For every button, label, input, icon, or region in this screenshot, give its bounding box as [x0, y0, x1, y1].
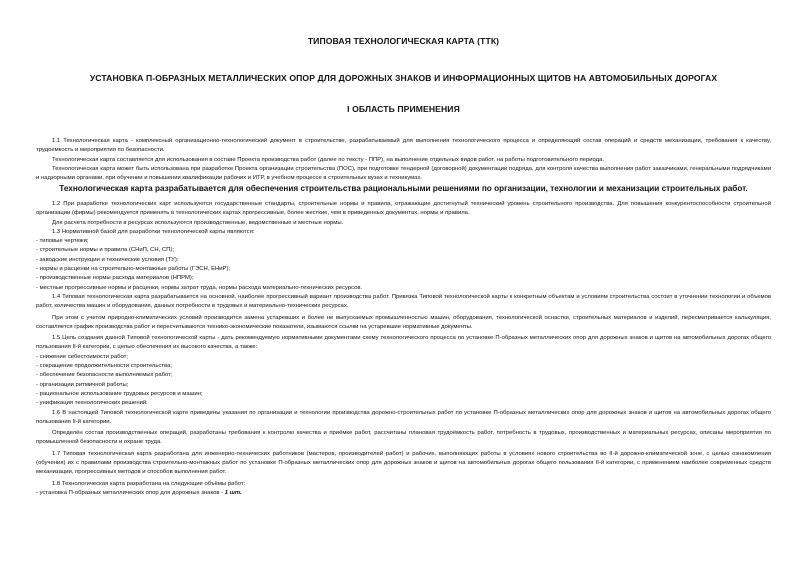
- paragraph-1-1: 1.1 Технологическая карта - комплексный организационно-технологический документ в строительстве, разрабатываемый для выполнения технологического процесса и определяющий состав операций и средств механизации, требования к качеству, трудоемкость и мероприятия по безопасности.: [36, 138, 771, 154]
- paragraph-1-2b: Для расчета потребности в ресурсах используются производственные, ведомственные и местные нормы.: [52, 219, 344, 226]
- list-item: - строительные нормы и правила (СНиП, СН, СП);: [36, 247, 175, 254]
- list-item: - обеспечение безопасности выполняемых работ;: [36, 372, 173, 379]
- paragraph-1-4b: При этом с учетом природно-климатических условий производится замена устаревших и более не выпускаемых промышленностью машин, оборудования, технологической оснастки, строительных материалов и изделий, пересматривается калькуляция, составляется график производства работ и пересчитываются технико-экономические показатели, изымаются ссылки на устаревшие нормативные документы.: [36, 314, 771, 330]
- paragraph-1-2: 1.2 При разработке технологических карт используются государственные стандарты, строительные нормы и правила, отражающие достигнутый технический уровень строительного производства. Для повышения конкурентоспособности строительной организации (фирмы) рекомендуется применять в технологических картах прогрессивные, более жесткие, чем в приведенных документах, нормы и правила.: [36, 200, 771, 217]
- list-item: - рациональное использование трудовых ресурсов и машин;: [36, 390, 203, 397]
- paragraph-1-1c: Технологическая карта может быть использована при разработке Проекта организации строительства (ПОС), при подготовке тендерной (договорной) документации подряда, для контроля качества выполнения работ заказчиками, генеральными подрядчиками и надзорными органами, при обучении и повышении квалификации рабочих и ИТР, в учебном процессе в строительных вузах и техникумах.: [36, 165, 771, 182]
- paragraph-1-4: 1.4 Типовая технологическая карта разрабатывается на основной, наиболее прогрессивный вариант производства работ. Привязка Типовой технологической карты к конкретным объектам и условиям строительства состоит в уточнении технологии и объемов работ, количества машин и оборудования, данных потребности в трудовых и материально-технических ресурсах.: [36, 293, 771, 310]
- paragraph-1-6: 1.6 В настоящей Типовой технологической карте приведены указания по организации и технологии производства дорожно-строительных работ по установке П-образных металлических опор для дорожных знаков и щитов на автомобильных дорогах общего пользования II-й категории.: [36, 409, 771, 425]
- volume-item: [36, 489, 771, 498]
- paragraph-1-7: 1.7 Типовая технологическая карта разработана для инженерно-технических работников (мастеров, производителей работ) и рабочих, выполняющих работы в условиях нового строительства во II-й дорожно-климатической зоне, с целью ознакомления (обучения) их с правилами производства строительно-монтажных работ по установке П-образных металлических опор для дорожных знаков и щитов на автомобильных дорогах общего пользования II-й категории, с применением наиболее современных средств механизации, прогрессивных методов и способов выполнения работ.: [36, 450, 771, 476]
- paragraph-1-1b: Технологическая карта составляется для использования в составе Проекта производства работ (далее по тексту - ППР), на выполнение отдельных видов работ, на работы подготовительного периода.: [52, 156, 605, 163]
- document-subtitle: УСТАНОВКА П-ОБРАЗНЫХ МЕТАЛЛИЧЕСКИХ ОПОР ДЛЯ ДОРОЖНЫХ ЗНАКОВ И ИНФОРМАЦИОННЫХ ЩИТОВ НА АВТОМОБИЛЬНЫХ ДОРОГАХ: [89, 73, 718, 83]
- paragraph-1-5: 1.5 Цель создания данной Типовой технологической карты - дать рекомендуемую нормативными документами схему технологического процесса по установке П-образных металлических опор для дорожных знаков и щитов на автомобильных дорогах общего пользования II-й категории, с целью обеспечения их высокого качества, а также:: [36, 335, 771, 351]
- document-title: ТИПОВАЯ ТЕХНОЛОГИЧЕСКАЯ КАРТА (ТТК): [307, 36, 500, 46]
- list-item: - производственные нормы расхода материалов (НПРМ);: [36, 275, 194, 282]
- list-item: - заводские инструкции и технические условия (ТУ);: [36, 256, 179, 263]
- volume-item-value: 1 шт.: [224, 489, 242, 496]
- section-heading: I ОБЛАСТЬ ПРИМЕНЕНИЯ: [347, 104, 460, 114]
- list-item: - организации ритмичной работы;: [36, 381, 129, 388]
- list-item: - сокращение продолжительности строительства;: [36, 363, 173, 370]
- list-item: - нормы и расценки на строительно-монтажные работы (ГЭСН, ЕНиР);: [36, 266, 231, 273]
- norms-list: [36, 237, 771, 293]
- list-item: - местные прогрессивные нормы и расценки, нормы затрат труда, нормы расхода материально-технических ресурсов.: [36, 284, 363, 291]
- bold-statement: Технологическая карта разрабатывается для обеспечения строительства рациональными решениями по организации, технологии и механизации строительных работ.: [59, 184, 748, 194]
- document-body: [36, 137, 771, 498]
- paragraph-1-3: 1.3 Нормативной базой для разработки технологической карты являются:: [52, 228, 255, 235]
- volume-item-text: - установка П-образных металлических опор для дорожных знаков -: [36, 489, 225, 496]
- list-item: - снижение себестоимости работ;: [36, 353, 128, 360]
- paragraph-1-6b: Определён состав производственных операций, разработаны требования к контролю качества и приёмке работ, рассчитаны плановая трудоёмкость работ, потребность в трудовых, производственных и материальных ресурсах, описаны мероприятия по промышленной безопасности и охране труда.: [36, 430, 771, 446]
- list-item: - унификация технологических решений.: [36, 400, 148, 407]
- goals-list: [36, 353, 771, 409]
- list-item: - типовые чертежи;: [36, 238, 89, 245]
- paragraph-1-8: 1.8 Технологическая карта разработана на следующие объёмы работ:: [52, 480, 246, 487]
